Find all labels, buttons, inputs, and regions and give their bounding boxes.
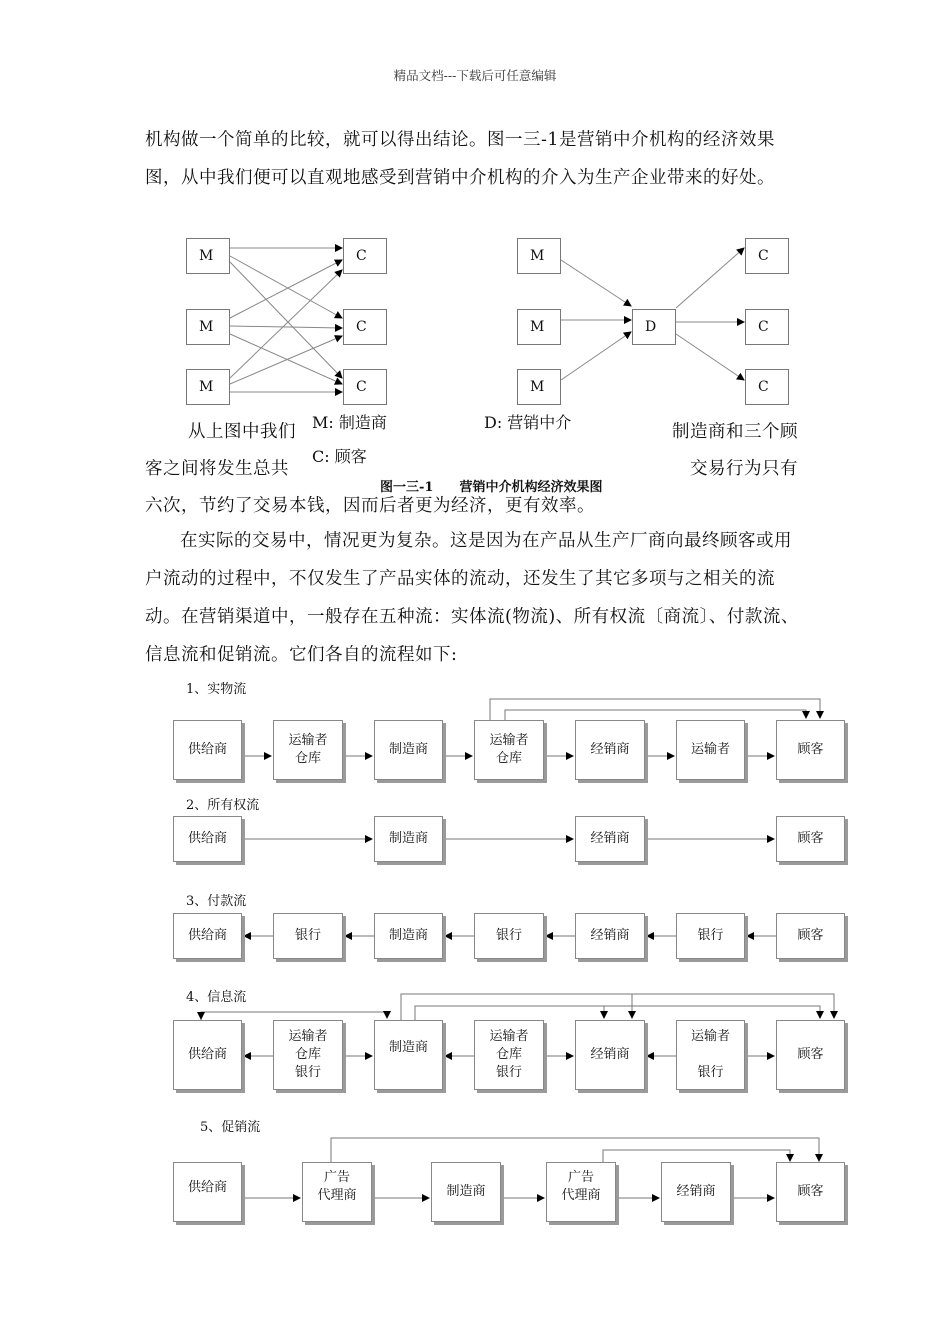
c-box-5: C [745, 309, 789, 345]
f4-node-6: 运输者 银行 [676, 1020, 745, 1090]
f5-node-4: 广告 代理商 [546, 1162, 616, 1222]
f5-node-3: 制造商 [431, 1162, 501, 1222]
legend-intermediary: D: 营销中介 [484, 413, 572, 432]
flow2-title: 2、所有权流 [186, 798, 260, 813]
f1-node-7: 顾客 [776, 720, 845, 780]
m-box-2: M [186, 309, 230, 345]
m-box-5: M [517, 309, 561, 345]
f1-node-2: 运输者 仓库 [273, 720, 343, 780]
f1-node-3: 制造商 [374, 720, 443, 780]
paragraph-2: 在实际的交易中，情况更为复杂。这是因为在产品从生产厂商向最终顾客或用户流动的过程中，不仅发生了产品实体的流动，还发生了其它多项与之相关的流动。在营销渠道中，一般存在五种流：实体流(物流)、所有权流〔商流〕、付款流、信息流和促销流。它们各自的流程如下: [145, 531, 799, 665]
f1-node-1: 供给商 [173, 720, 242, 780]
d-box: D [632, 309, 676, 345]
f3-node-3: 制造商 [374, 913, 443, 959]
f3-node-2: 银行 [273, 913, 343, 959]
fig1-direct-lines [230, 248, 342, 392]
m-box-6: M [517, 369, 561, 405]
f3-node-6: 银行 [676, 913, 745, 959]
flow4-title: 4、信息流 [186, 990, 247, 1005]
f1-node-5: 经销商 [575, 720, 645, 780]
flow3-title: 3、付款流 [186, 894, 247, 909]
text-line-a-left: 从上图中我们 [188, 422, 296, 442]
c-box-6: C [745, 369, 789, 405]
paragraph-1: 机构做一个简单的比较，就可以得出结论。图一三-1是营销中介机构的经济效果图，从中我们便可以直观地感受到营销中介机构的介入为生产企业带来的好处。 [145, 130, 776, 188]
f1-node-6: 运输者 [676, 720, 745, 780]
f5-node-1: 供给商 [173, 1162, 242, 1222]
f4-node-1: 供给商 [173, 1020, 242, 1090]
f5-node-5: 经销商 [661, 1162, 731, 1222]
flow1-title: 1、实物流 [186, 682, 247, 697]
f1-node-4: 运输者 仓库 [474, 720, 544, 780]
text-line-c: 六次，节约了交易本钱，因而后者更为经济，更有效率。 [145, 496, 595, 516]
f4-node-5: 经销商 [575, 1020, 645, 1090]
c-box-3: C [343, 369, 387, 405]
c-box-4: C [745, 238, 789, 274]
c-box-2: C [343, 309, 387, 345]
fig1-mediated-lines [561, 248, 744, 380]
c-box-1: C [343, 238, 387, 274]
f3-node-5: 经销商 [575, 913, 645, 959]
flow5-title: 5、促销流 [200, 1120, 261, 1135]
f5-node-2: 广告 代理商 [302, 1162, 372, 1222]
text-line-a-right: 制造商和三个顾 [672, 422, 798, 442]
legend-customer: C: 顾客 [312, 447, 367, 466]
page-header: 精品文档---下载后可任意编辑 [393, 68, 557, 83]
f4-node-3: 制造商 [374, 1020, 443, 1090]
f5-node-6: 顾客 [776, 1162, 845, 1222]
f2-node-2: 制造商 [374, 816, 443, 862]
m-box-1: M [186, 238, 230, 274]
f4-node-4: 运输者 仓库 银行 [474, 1020, 544, 1090]
m-box-4: M [517, 238, 561, 274]
f3-node-1: 供给商 [173, 913, 242, 959]
text-line-b-right: 交易行为只有 [690, 459, 798, 479]
f4-node-2: 运输者 仓库 银行 [273, 1020, 343, 1090]
m-box-3: M [186, 369, 230, 405]
f2-node-3: 经销商 [575, 816, 645, 862]
legend-manufacturer: M: 制造商 [312, 413, 387, 432]
f3-node-7: 顾客 [776, 913, 845, 959]
f4-node-7: 顾客 [776, 1020, 845, 1090]
figure-caption: 图一三-1 营销中介机构经济效果图 [380, 480, 603, 495]
text-line-b-left: 客之间将发生总共 [145, 459, 289, 479]
f3-node-4: 银行 [474, 913, 544, 959]
f2-node-4: 顾客 [776, 816, 845, 862]
f2-node-1: 供给商 [173, 816, 242, 862]
